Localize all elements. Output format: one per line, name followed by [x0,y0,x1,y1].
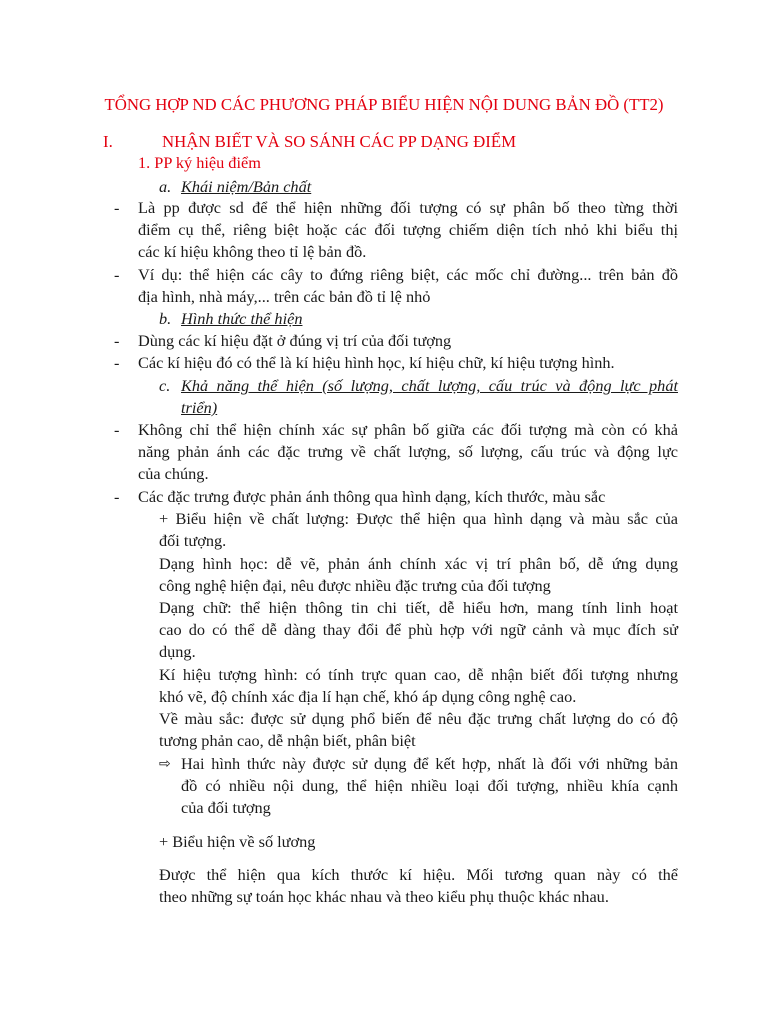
bullet-dash: - [114,198,120,217]
paragraph-line: các kí hiệu không theo tỉ lệ bản đồ. [138,242,367,261]
paragraph-line: Hai hình thức này được sử dụng để kết hợp, nhất là đối với những bản [181,754,678,773]
paragraph-line: dụng. [159,642,196,661]
document-title: TỔNG HỢP ND CÁC PHƯƠNG PHÁP BIỂU HIỆN NỘI DUNG BẢN ĐỒ (TT2) [104,95,664,114]
paragraph-line: + Biểu hiện về chất lượng: Được thể hiện qua hình dạng và màu sắc của [159,509,678,528]
paragraph-line: + Biểu hiện về số lương [159,832,316,851]
paragraph-line: năng phản ánh các đặc trưng về chất lượng, số lượng, cấu trúc và động lực [138,442,678,461]
paragraph-line: Không chỉ thể hiện chính xác sự phân bố giữa các đối tượng mà còn có khả [138,420,678,439]
paragraph-line: Ví dụ: thể hiện các cây to đứng riêng biệt, các mốc chỉ đường... trên bản đồ [138,265,678,284]
paragraph-line: theo những sự toán học khác nhau và theo kiểu phụ thuộc khác nhau. [159,887,609,906]
item-a-heading: Khái niệm/Bản chất [181,177,312,196]
paragraph-line: điểm cụ thể, riêng biệt hoặc các đối tượng chiếm diện tích nhỏ khi biểu thị [138,220,678,239]
paragraph-line: Dạng chữ: thể hiện thông tin chi tiết, dễ hiểu hơn, mang tính linh hoạt [159,598,678,617]
paragraph-line: tương phản cao, dễ nhận biết, phân biệt [159,731,416,750]
paragraph-line: công nghệ hiện đại, nêu được nhiều đặc trưng của đối tượng [159,576,551,595]
bullet-dash: - [114,420,120,439]
bullet-dash: - [114,265,120,284]
paragraph-line: khó vẽ, độ chính xác địa lí hạn chế, khó áp dụng công nghệ cao. [159,687,577,706]
paragraph-line: Được thể hiện qua kích thước kí hiệu. Mối tương quan này có thể [159,865,678,884]
paragraph-line: của chúng. [138,464,209,483]
paragraph-line: Dạng hình học: dễ vẽ, phản ánh chính xác vị trí phân bố, dễ ứng dụng [159,554,678,573]
paragraph-line: Kí hiệu tượng hình: có tính trực quan cao, dễ nhận biết đối tượng nhưng [159,665,678,684]
paragraph-line: cao do có thể dễ dàng thay đổi để phù hợp với ngữ cảnh và mục đích sử [159,620,678,639]
section-number: I. [103,132,113,151]
paragraph-line: Các đặc trưng được phản ánh thông qua hình dạng, kích thước, màu sắc [138,487,606,506]
paragraph-line: địa hình, nhà máy,... trên các bản đồ tỉ lệ nhỏ [138,287,431,306]
paragraph-line: Dùng các kí hiệu đặt ở đúng vị trí của đối tượng [138,331,452,350]
paragraph-line: đồ có nhiều nội dung, thể hiện nhiều loại đối tượng, nhiều khía cạnh [181,776,678,795]
paragraph-line: Là pp được sd để thể hiện những đối tượng có sự phân bố theo từng thời [138,198,678,217]
paragraph-line: đối tượng. [159,531,227,550]
paragraph-line: của đối tượng [181,798,271,817]
section-heading: NHẬN BIẾT VÀ SO SÁNH CÁC PP DẠNG ĐIỂM [162,132,516,151]
paragraph-line: Về màu sắc: được sử dụng phổ biến để nêu đặc trưng chất lượng do có độ [159,709,678,728]
arrow-right-icon: ⇨ [159,756,171,772]
item-c-label: c. [159,376,171,395]
bullet-dash: - [114,487,120,506]
subsection-heading: 1. PP ký hiệu điểm [138,153,261,172]
item-b-heading: Hình thức thể hiện [181,309,303,328]
item-b-label: b. [159,309,172,328]
item-c-heading-cont: triển) [181,398,218,417]
item-a-label: a. [159,177,172,196]
bullet-dash: - [114,353,120,372]
bullet-dash: - [114,331,120,350]
item-c-heading: Khả năng thể hiện (số lượng, chất lượng, cấu trúc và động lực phát [181,376,678,395]
paragraph-line: Các kí hiệu đó có thể là kí hiệu hình học, kí hiệu chữ, kí hiệu tượng hình. [138,353,615,372]
